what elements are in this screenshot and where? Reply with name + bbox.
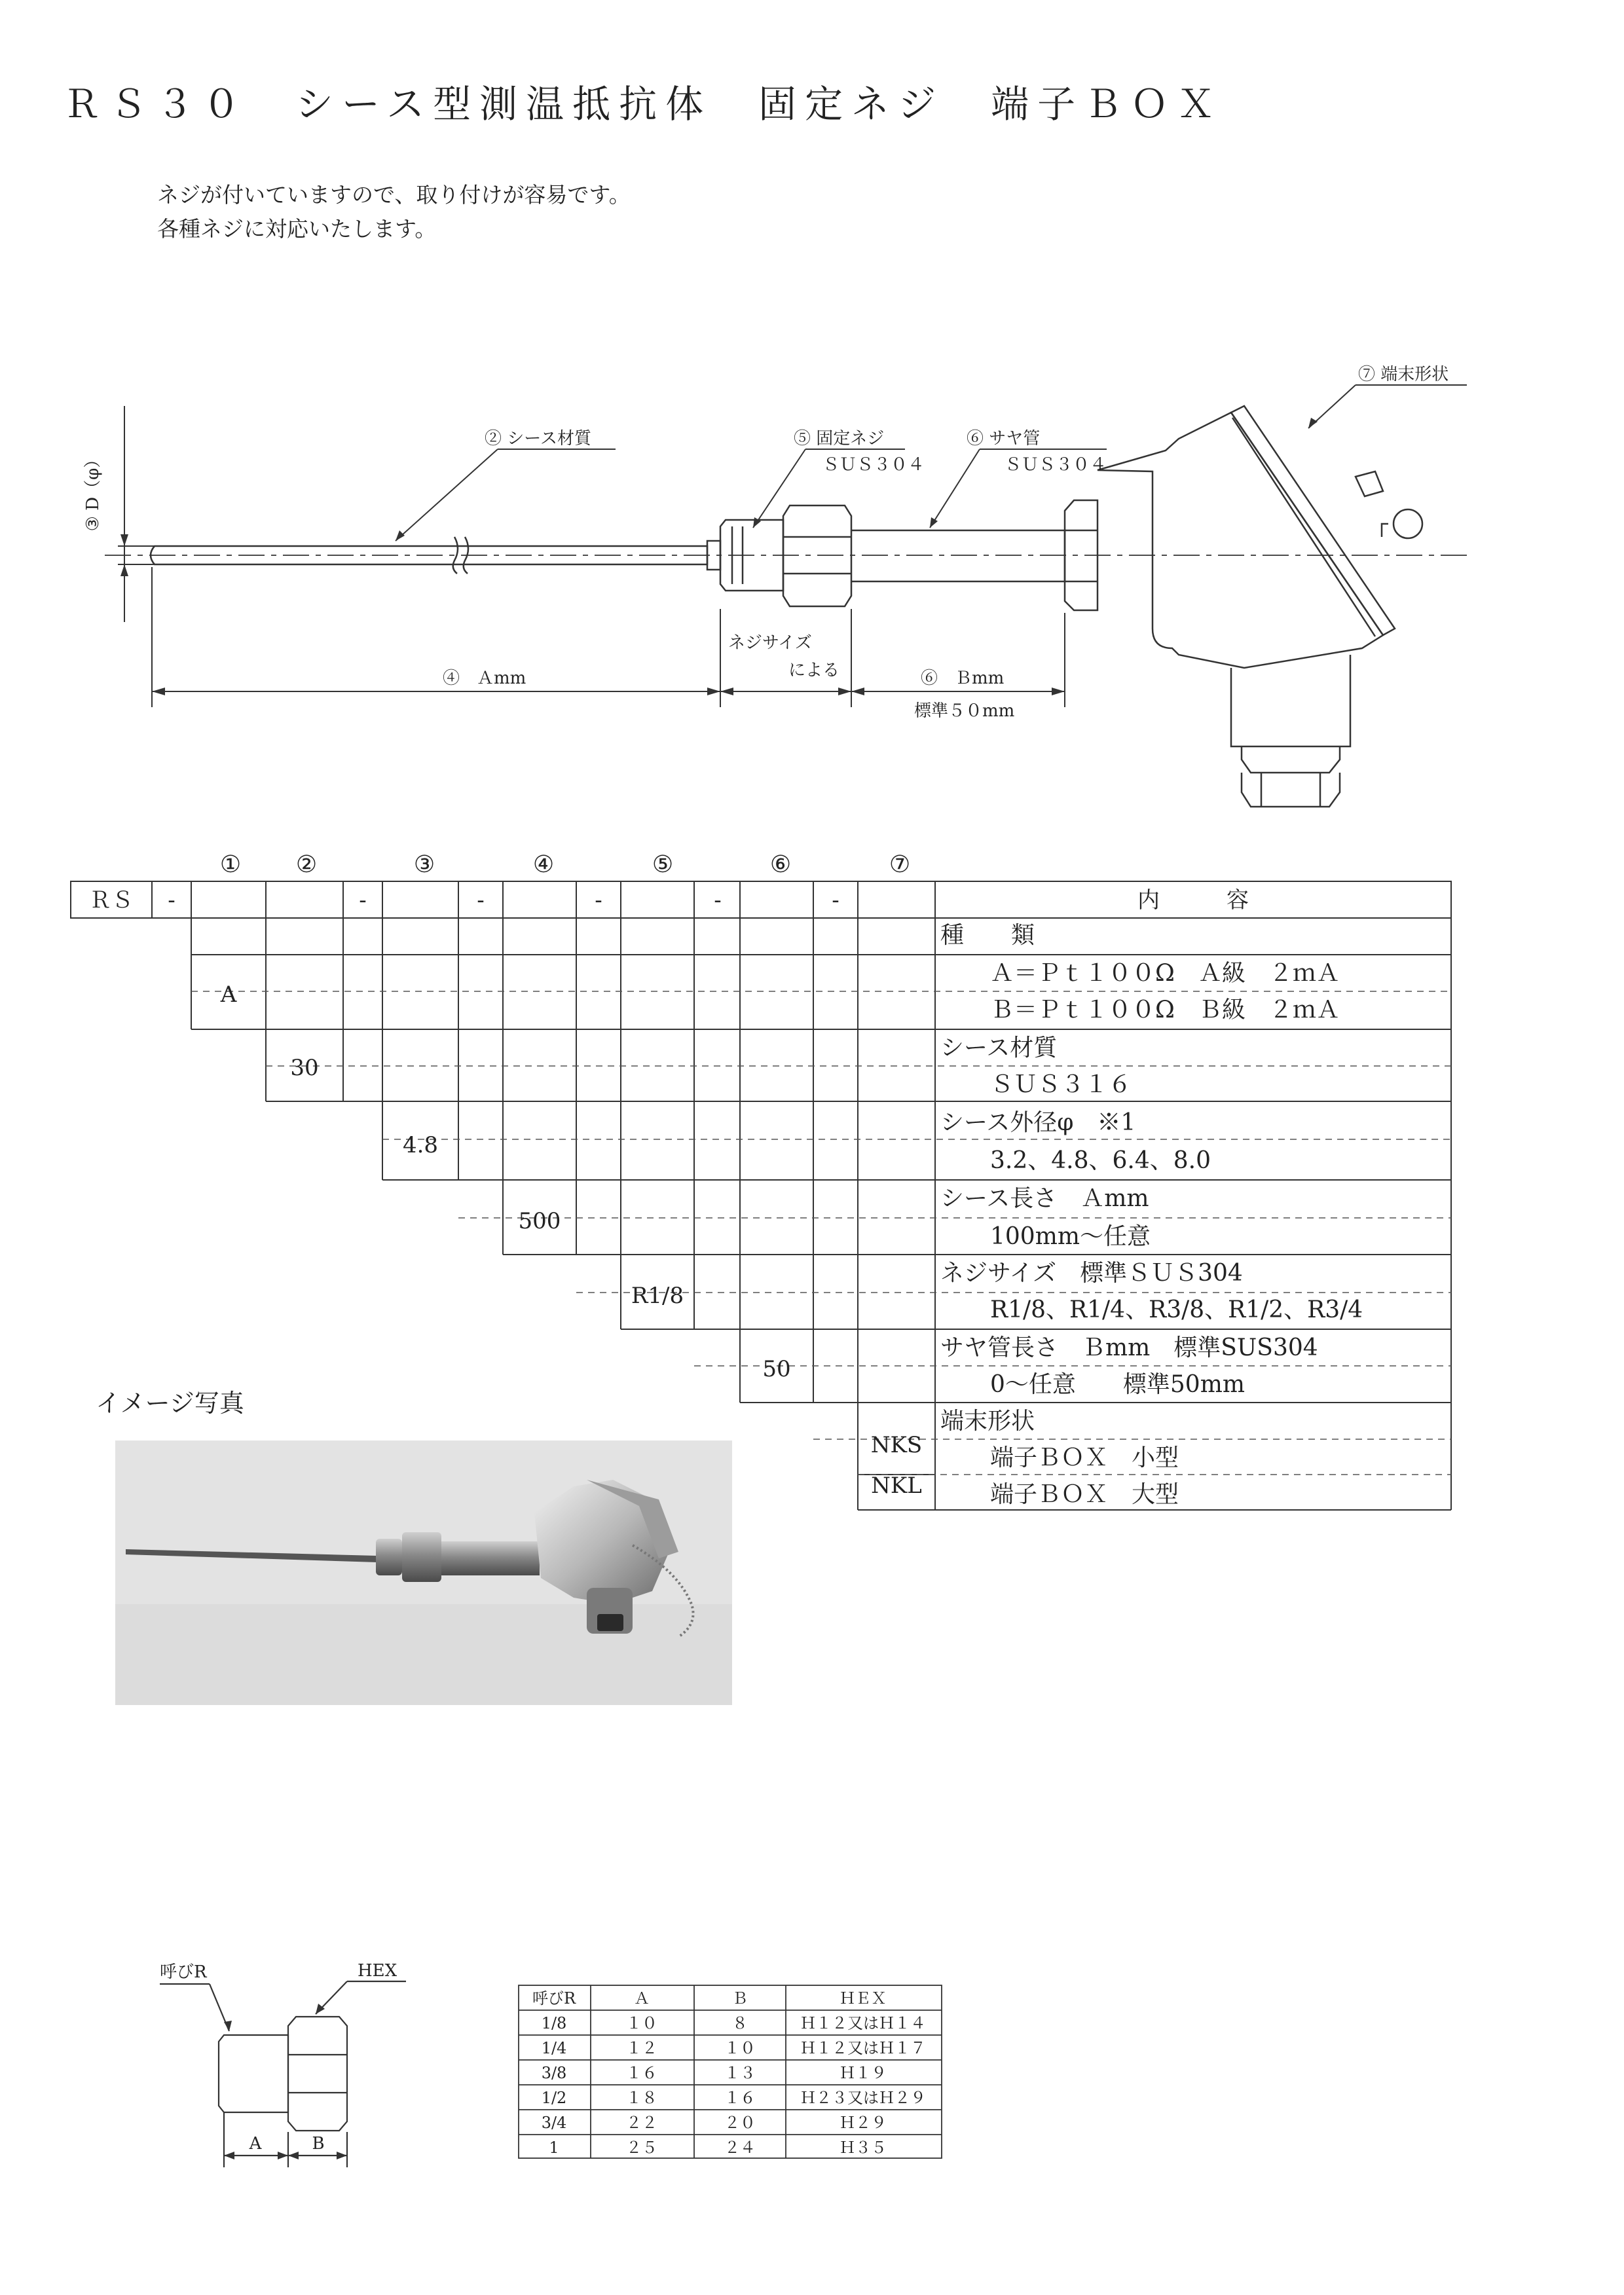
hex-header: Ｂ bbox=[732, 1989, 748, 2008]
label-r: 呼びR bbox=[160, 1962, 207, 1982]
sample-code-2: 30 bbox=[290, 1055, 319, 1081]
hex-table bbox=[517, 1984, 950, 2180]
code-sep: - bbox=[595, 887, 602, 913]
hex-cell: １０ bbox=[626, 2014, 657, 2032]
content-row: 100mm～任意 bbox=[967, 1223, 1151, 1250]
hex-cell: 1/8 bbox=[541, 2014, 567, 2032]
col-header-5: ⑤ bbox=[652, 851, 674, 878]
label-hex: HEX bbox=[358, 1961, 397, 1981]
content-row: Ｂ＝Ｐｔ１００Ω Ｂ級 ２ｍＡ bbox=[967, 997, 1340, 1023]
content-row: シース材質 bbox=[940, 1035, 1058, 1061]
hex-cell: Ｈ１２又はＨ１７ bbox=[800, 2039, 926, 2057]
hex-cell: １６ bbox=[724, 2089, 756, 2107]
hex-cell: １２ bbox=[626, 2039, 657, 2057]
hex-cell: １３ bbox=[724, 2064, 756, 2082]
code-rs: ＲＳ bbox=[89, 887, 134, 913]
label-length-b: ⑥ Ｂmm bbox=[921, 669, 1005, 688]
product-photo bbox=[115, 1441, 732, 1705]
label-fixing-screw-material: ＳＵＳ３０４ bbox=[822, 455, 925, 475]
hex-cell: Ｈ１２又はＨ１４ bbox=[800, 2014, 926, 2032]
label-a: A bbox=[249, 2134, 262, 2154]
content-row: Ａ＝Ｐｔ１００Ω Ａ級 ２ｍＡ bbox=[967, 960, 1340, 987]
hex-cell: １６ bbox=[626, 2064, 657, 2082]
label-sleeve-tube: ⑥ サヤ管 bbox=[967, 429, 1041, 449]
code-sep: - bbox=[477, 887, 485, 913]
sample-code-6: 50 bbox=[762, 1356, 791, 1382]
sample-code-7a: NKS bbox=[870, 1432, 923, 1458]
content-row: 端末形状 bbox=[940, 1408, 1035, 1435]
label-b: B bbox=[312, 2134, 325, 2154]
col-header-6: ⑥ bbox=[769, 851, 792, 878]
hex-cell: Ｈ３５ bbox=[840, 2139, 887, 2157]
content-row: ＳＵＳ３１６ bbox=[967, 1071, 1132, 1098]
hex-cell: ２２ bbox=[626, 2114, 657, 2132]
content-row: シース長さ Ａmm bbox=[940, 1185, 1149, 1212]
code-sep: - bbox=[359, 887, 367, 913]
code-sep: - bbox=[832, 887, 840, 913]
technical-drawing bbox=[0, 340, 1624, 838]
hex-cell: 1/2 bbox=[541, 2089, 567, 2107]
hex-header: Ａ bbox=[634, 1989, 650, 2008]
col-header-3: ③ bbox=[413, 851, 435, 878]
label-screw-size-2: による bbox=[788, 661, 840, 680]
content-row: シース外径φ ※1 bbox=[940, 1109, 1136, 1136]
hex-cell: 1/4 bbox=[541, 2039, 567, 2057]
hex-header: 呼びR bbox=[532, 1989, 576, 2008]
hex-header: ＨＥＸ bbox=[840, 1989, 887, 2008]
hex-cell: ２０ bbox=[724, 2114, 756, 2132]
content-header: 内 容 bbox=[1137, 887, 1249, 913]
content-row: ネジサイズ 標準ＳＵＳ304 bbox=[940, 1260, 1243, 1287]
content-row: 端子ＢＯＸ 小型 bbox=[967, 1444, 1179, 1471]
page-title: ＲＳ３０ シース型測温抵抗体 固定ネジ 端子ＢＯＸ bbox=[63, 82, 1224, 126]
label-sheath-diameter: ③ D（φ） bbox=[83, 450, 103, 532]
col-header-2: ② bbox=[295, 851, 318, 878]
hex-cell: Ｈ２９ bbox=[840, 2114, 887, 2132]
hex-cell: Ｈ２３又はＨ２９ bbox=[800, 2089, 926, 2107]
sample-code-5: R1/8 bbox=[631, 1283, 684, 1309]
intro-line-2: 各種ネジに対応いたします。 bbox=[157, 216, 437, 242]
sample-code-1: A bbox=[220, 982, 237, 1008]
hex-cell: 3/8 bbox=[541, 2064, 567, 2082]
code-sep: - bbox=[714, 887, 722, 913]
content-row: 0～任意 標準50mm bbox=[967, 1371, 1245, 1398]
photo-label: イメージ写真 bbox=[96, 1389, 244, 1418]
content-row: 3.2、4.8、6.4、8.0 bbox=[967, 1147, 1211, 1174]
col-header-7: ⑦ bbox=[889, 851, 911, 878]
sample-code-4: 500 bbox=[518, 1208, 561, 1234]
label-terminal-shape: ⑦ 端末形状 bbox=[1358, 365, 1449, 384]
label-sheath-material: ② シース材質 bbox=[485, 429, 591, 449]
intro-line-1: ネジが付いていますので、取り付けが容易です。 bbox=[157, 182, 631, 208]
col-header-1: ① bbox=[219, 851, 242, 878]
spec-table bbox=[0, 845, 1624, 1539]
label-screw-size-1: ネジサイズ bbox=[728, 633, 812, 653]
content-row: 端子ＢＯＸ 大型 bbox=[967, 1481, 1179, 1508]
hex-cell: ２５ bbox=[626, 2139, 657, 2157]
sample-code-7b: NKL bbox=[871, 1473, 922, 1499]
hex-cell: ２４ bbox=[724, 2139, 756, 2157]
label-fixing-screw: ⑤ 固定ネジ bbox=[794, 429, 885, 449]
content-row: サヤ管長さ Ｂmm 標準SUS304 bbox=[940, 1334, 1318, 1361]
label-length-b-standard: 標準５０mm bbox=[914, 701, 1015, 721]
sample-code-3: 4.8 bbox=[402, 1132, 439, 1158]
label-sleeve-tube-material: ＳＵＳ３０４ bbox=[1005, 455, 1107, 475]
code-sep: - bbox=[168, 887, 175, 913]
hex-cell: １０ bbox=[724, 2039, 756, 2057]
hex-cell: ８ bbox=[732, 2014, 748, 2032]
hex-cell: 1 bbox=[549, 2139, 559, 2157]
hex-cell: １８ bbox=[626, 2089, 657, 2107]
hex-cell: 3/4 bbox=[541, 2114, 567, 2132]
content-row: 種 類 bbox=[940, 922, 1035, 949]
content-row: R1/8、R1/4、R3/8、R1/2、R3/4 bbox=[967, 1296, 1363, 1323]
col-header-4: ④ bbox=[532, 851, 555, 878]
fitting-dimension-drawing bbox=[151, 1958, 426, 2174]
label-length-a: ④ Ａmm bbox=[443, 669, 526, 688]
hex-cell: Ｈ１９ bbox=[840, 2064, 887, 2082]
